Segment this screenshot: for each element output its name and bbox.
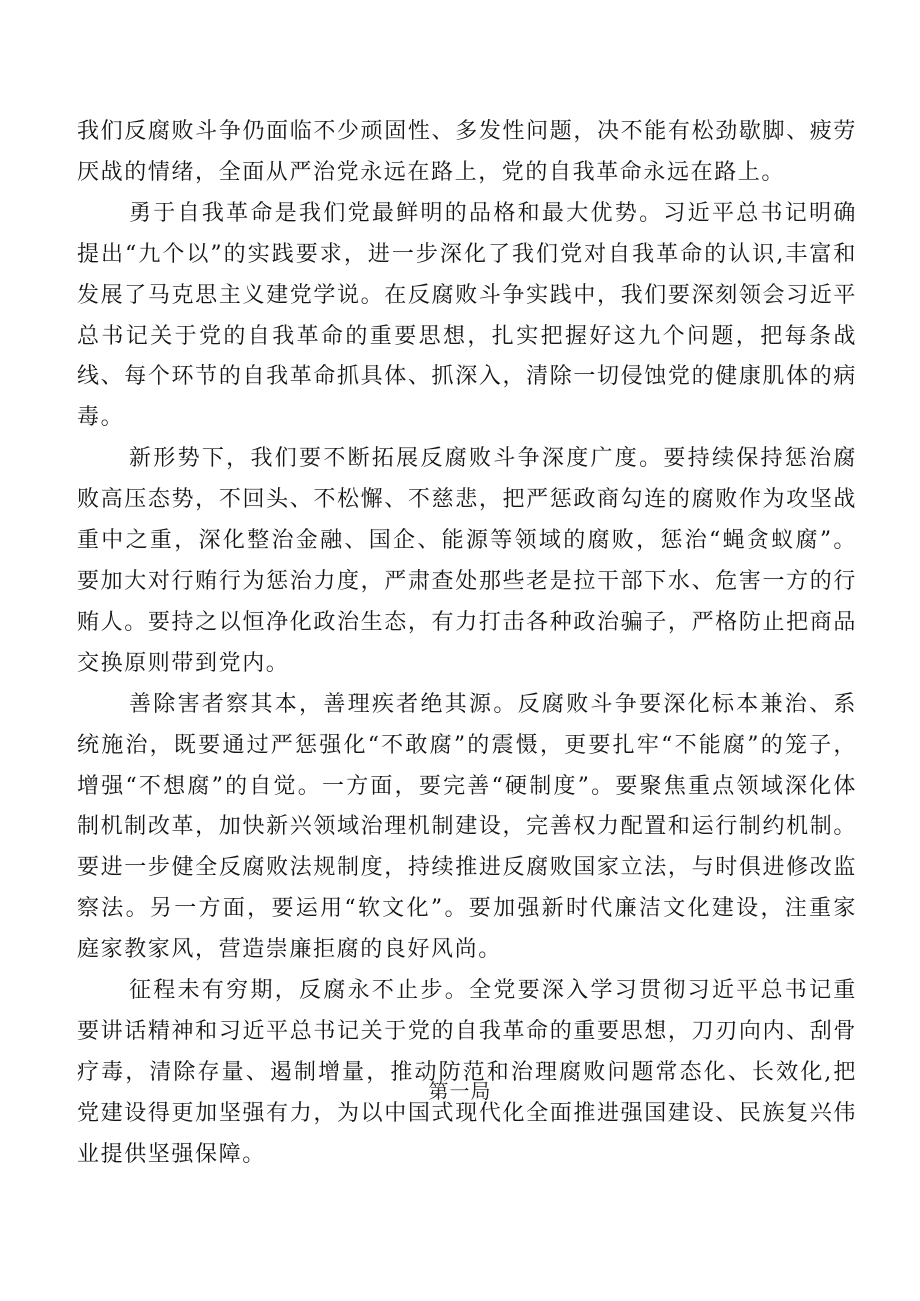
paragraph-3: 新形势下，我们要不断拓展反腐败斗争深度广度。要持续保持惩治腐败高压态势，不回头、不松懈、不慈悲，把严惩政商勾连的腐败作为攻坚战重中之重，深化整治金融、国企、能源等领域的腐败，惩治“蝇贪蚁腐”。要加大对行贿行为惩治力度，严肃查处那些老是拉干部下水、危害一方的行贿人。要持之以恒净化政治生态，有力打击各种政治骗子，严格防止把商品交换原则带到党内。 bbox=[77, 446, 857, 676]
paragraph-1: 我们反腐败斗争仍面临不少顽固性、多发性问题，决不能有松劲歇脚、疲劳厌战的情绪，全面从严治党永远在路上，党的自我革命永远在路上。 bbox=[77, 119, 857, 185]
paragraph-4: 善除害者察其本，善理疾者绝其源。反腐败斗争要深化标本兼治、系统施治，既要通过严惩强化“不敢腐”的震慑，更要扎牢“不能腐”的笼子，增强“不想腐”的自觉。一方面，要完善“硬制度”。要聚焦重点领域深化体制机制改革，加快新兴领域治理机制建设，完善权力配置和运行制约机制。要进一步健全反腐败法规制度，持续推进反腐败国家立法，与时俱进修改监察法。另一方面，要运用“软文化”。要加强新时代廉洁文化建设，注重家庭家教家风，营造崇廉拒腐的良好风尚。 bbox=[77, 691, 857, 963]
body-text bbox=[77, 112, 857, 1176]
footer-label: 第一局 bbox=[428, 1079, 492, 1103]
paragraph-2: 勇于自我革命是我们党最鲜明的品格和最大优势。习近平总书记明确提出“九个以”的实践要求，进一步深化了我们党对自我革命的认识,丰富和发展了马克思主义建党学说。在反腐败斗争实践中，我们要深刻领会习近平总书记关于党的自我革命的重要思想，扎实把握好这九个问题，把每条战线、每个环节的自我革命抓具体、抓深入，清除一切侵蚀党的健康肌体的病毒。 bbox=[77, 200, 857, 431]
paragraph-5: 征程未有穷期，反腐永不止步。全党要深入学习贯彻习近平总书记重要讲话精神和习近平总书记关于党的自我革命的重要思想，刀刃向内、刮骨疗毒，清除存量、遏制增量，推动防范和治理腐败问题常态化、长效化,把党建设得更加坚强有力，为以中国式现代化全面推进强国建设、民族复兴伟业提供坚强保障。 bbox=[77, 978, 857, 1167]
